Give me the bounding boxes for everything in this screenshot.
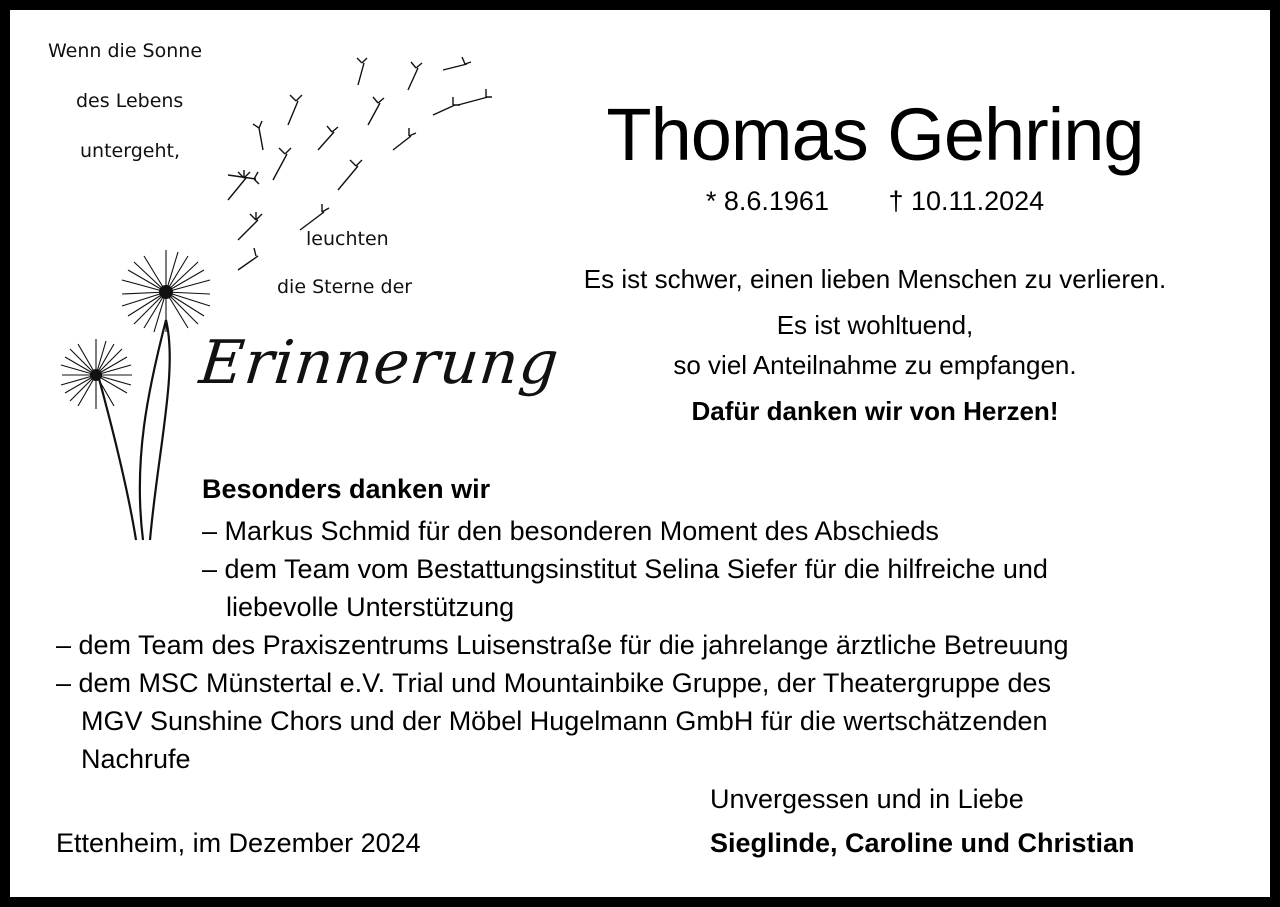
thanks-item: – dem MSC Münstertal e.V. Trial und Mountainbike Gruppe, der Theatergruppe des [56,668,1052,698]
thanks-item-continuation: MGV Sunshine Chors und der Möbel Hugelmann GmbH für die wertschätzenden [81,706,1048,736]
deceased-name: Thomas Gehring [606,93,1144,176]
message-line: Es ist schwer, einen lieben Menschen zu verlieren. [583,264,1167,294]
thanks-item: – dem Team des Praxiszentrums Luisenstraße für die jahrelange ärztliche Betreuung [56,630,1069,660]
thanks-item: – Markus Schmid für den besonderen Moment des Abschieds [202,516,939,546]
closing-phrase: Unvergessen und in Liebe [710,784,1024,814]
poem-line: des Lebens [76,90,184,112]
thanks-item-continuation: Nachrufe [81,744,191,774]
poem-line: Wenn die Sonne [48,40,203,62]
message-line: Es ist wohltuend, [776,310,974,340]
thanks-item: – dem Team vom Bestattungsinstitut Selina Siefer für die hilfreiche und [202,554,1048,584]
message-line: so viel Anteilnahme zu empfangen. [673,350,1077,380]
life-dates [530,186,1220,217]
poem-highlight-word: Erinnerung [196,328,563,398]
poem-line: leuchten [306,228,389,250]
poem-line: die Sterne der [277,276,413,298]
poem-line: untergeht, [80,140,180,162]
death-date: † 10.11.2024 [888,186,1045,216]
place-date: Ettenheim, im Dezember 2024 [56,828,421,858]
obituary-card [10,10,1270,897]
signatories: Sieglinde, Caroline und Christian [710,828,1135,858]
message-emphasis: Dafür danken wir von Herzen! [691,396,1059,426]
thanks-heading: Besonders danken wir [202,474,491,504]
birth-date: * 8.6.1961 [705,186,829,216]
thanks-item-continuation: liebevolle Unterstützung [226,592,515,622]
